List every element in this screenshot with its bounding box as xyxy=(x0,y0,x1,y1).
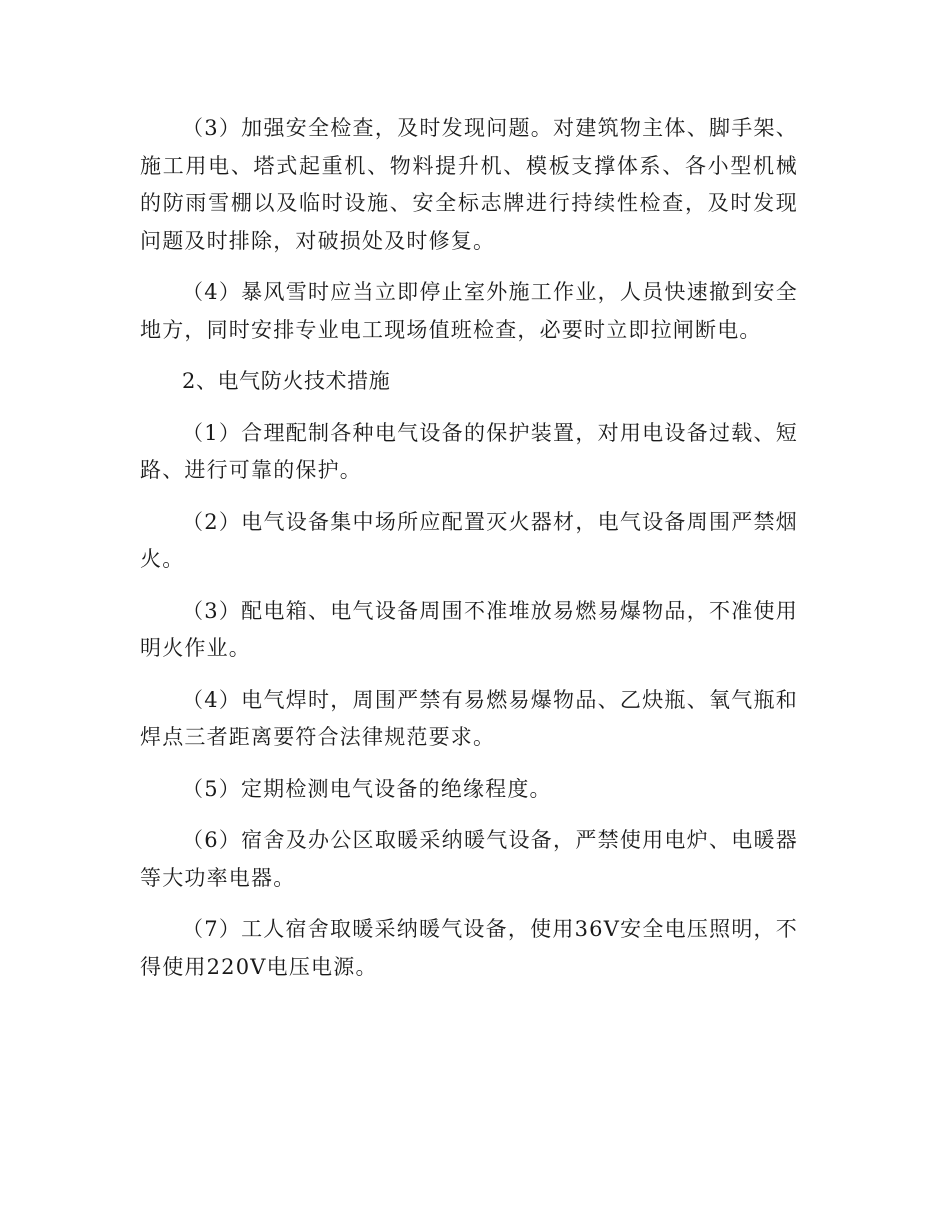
paragraph-distribution-box: （3）配电箱、电气设备周围不准堆放易燃易爆物品，不准使用明火作业。 xyxy=(140,598,798,660)
paragraph-dormitory-heating: （6）宿舍及办公区取暖采纳暖气设备，严禁使用电炉、电暖器等大功率电器。 xyxy=(140,828,798,890)
paragraph-safety-inspection: （3）加强安全检查，及时发现问题。对建筑物主体、脚手架、施工用电、塔式起重机、物料提升机、模板支撑体系、各小型机械的防雨雪棚以及临时设施、安全标志牌进行持续性检查，及时发现问题及时排除，对破损处及时修复。 xyxy=(140,116,798,253)
paragraph-protection-devices: （1）合理配制各种电气设备的保护装置，对用电设备过载、短路、进行可靠的保护。 xyxy=(140,420,798,482)
section-heading-electrical-fire: 2、电气防火技术措施 xyxy=(182,369,391,393)
paragraph-blizzard-stop-work: （4）暴风雪时应当立即停止室外施工作业，人员快速撤到安全地方，同时安排专业电工现场值班检查，必要时立即拉闸断电。 xyxy=(140,280,798,342)
paragraph-insulation-check: （5）定期检测电气设备的绝缘程度。 xyxy=(182,776,552,801)
paragraph-welding: （4）电气焊时，周围严禁有易燃易爆物品、乙炔瓶、氧气瓶和焊点三者距离要符合法律规范要求。 xyxy=(140,687,798,749)
paragraph-fire-equipment: （2）电气设备集中场所应配置灭火器材，电气设备周围严禁烟火。 xyxy=(140,509,798,571)
document-page xyxy=(140,110,798,986)
paragraph-worker-dormitory: （7）工人宿舍取暖采纳暖气设备，使用36V安全电压照明，不得使用220V电压电源。 xyxy=(140,917,798,979)
